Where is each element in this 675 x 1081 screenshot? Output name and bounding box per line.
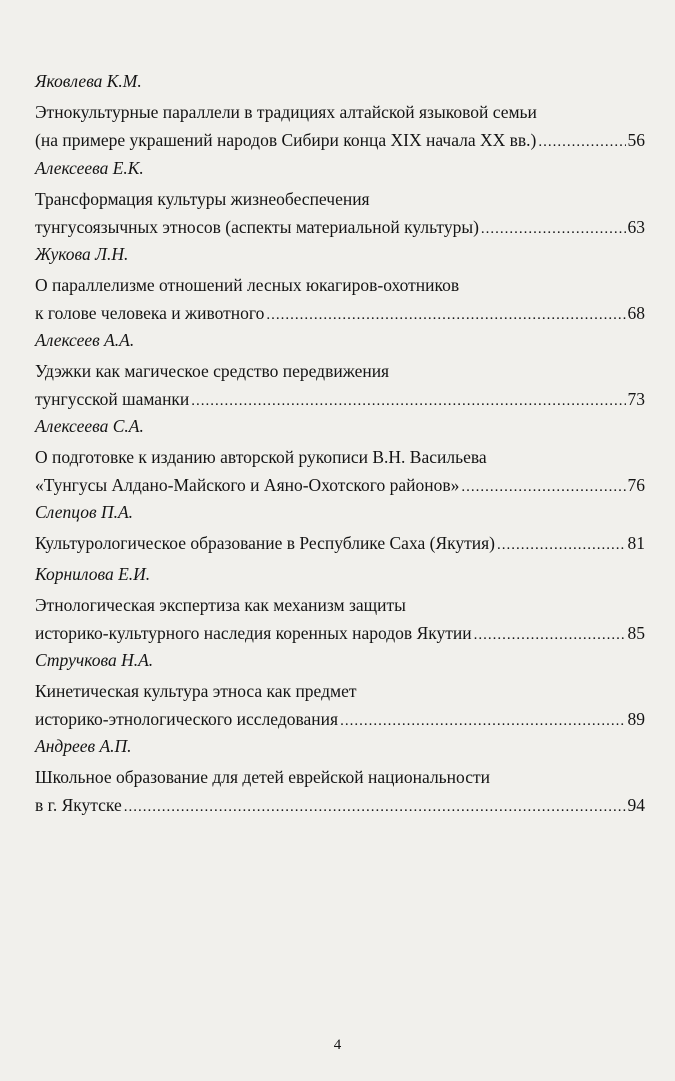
entry-last-line (35, 791, 645, 821)
toc-entry (35, 329, 645, 415)
toc-entry (35, 243, 645, 329)
dot-leader (266, 301, 625, 329)
entry-page-number: 94 (627, 795, 645, 815)
dot-leader (124, 793, 626, 821)
entry-title-line: «Тунгусы Алдано-Майского и Аяно-Охотского районов» (35, 475, 460, 495)
entry-last-line (35, 213, 645, 243)
entry-title-line: Трансформация культуры жизнеобеспечения (35, 189, 370, 209)
entry-title-line: историко-этнологического исследования (35, 709, 339, 729)
dot-leader (538, 128, 625, 156)
entry-title-line: Культурологическое образование в Республике Саха (Якутия) (35, 533, 496, 553)
entry-author: Алексеева Е.К. (35, 158, 144, 178)
toc-entry (35, 70, 645, 156)
dot-leader (481, 215, 626, 243)
entry-author: Стручкова Н.А. (35, 650, 154, 670)
entry-title-line: к голове человека и животного (35, 303, 265, 323)
entry-author: Корнилова Е.И. (35, 564, 151, 584)
entry-page-number: 56 (627, 130, 645, 150)
dot-leader (191, 387, 625, 415)
entry-title-line: О параллелизме отношений лесных юкагиров-охотников (35, 275, 460, 295)
entry-title-line: (на примере украшений народов Сибири конца XIX начала XX вв.) (35, 130, 537, 150)
entry-page-number: 73 (627, 389, 645, 409)
entry-title-line: тунгусоязычных этносов (аспекты материальной культуры) (35, 217, 479, 237)
entry-last-line (35, 385, 645, 415)
toc-entry (35, 415, 645, 501)
entry-author: Алексеева С.А. (35, 416, 144, 436)
entry-page-number: 63 (627, 217, 645, 237)
entry-page-number: 89 (627, 709, 645, 729)
entry-title-line: Этнологическая экспертиза как механизм защиты (35, 595, 406, 615)
toc-entry (35, 735, 645, 821)
entry-title-line: Этнокультурные параллели в традициях алтайской языковой семьи (35, 102, 537, 122)
dot-leader (340, 707, 625, 735)
entry-title-line: в г. Якутске (35, 795, 122, 815)
entry-title-line: О подготовке к изданию авторской рукописи В.Н. Васильева (35, 447, 487, 467)
toc-entry (35, 157, 645, 243)
entry-last-line (35, 471, 645, 501)
entry-last-line (35, 299, 645, 329)
entry-title-line: Удэжки как магическое средство передвижения (35, 361, 390, 381)
dot-leader (474, 621, 626, 649)
entry-author: Слепцов П.А. (35, 502, 134, 522)
page-number: 4 (333, 1037, 342, 1053)
entry-title-line: Кинетическая культура этноса как предмет (35, 681, 357, 701)
entry-page-number: 81 (627, 533, 645, 553)
entry-last-line (35, 529, 645, 559)
entry-last-line (35, 619, 645, 649)
toc-entry (35, 563, 645, 649)
toc-entry (35, 501, 645, 559)
entry-author: Андреев А.П. (35, 736, 132, 756)
toc-entry (35, 649, 645, 735)
entry-title-line: тунгусской шаманки (35, 389, 190, 409)
entry-author: Алексеев А.А. (35, 330, 135, 350)
entry-page-number: 85 (627, 623, 645, 643)
entry-title-line: Школьное образование для детей еврейской национальности (35, 767, 490, 787)
entry-last-line (35, 705, 645, 735)
dot-leader (497, 531, 625, 559)
entry-page-number: 76 (627, 475, 645, 495)
entry-last-line (35, 126, 645, 156)
dot-leader (461, 473, 625, 501)
entry-author: Яковлева К.М. (35, 71, 142, 91)
entry-page-number: 68 (627, 303, 645, 323)
entry-author: Жукова Л.Н. (35, 244, 129, 264)
entry-title-line: историко-культурного наследия коренных народов Якутии (35, 623, 472, 643)
